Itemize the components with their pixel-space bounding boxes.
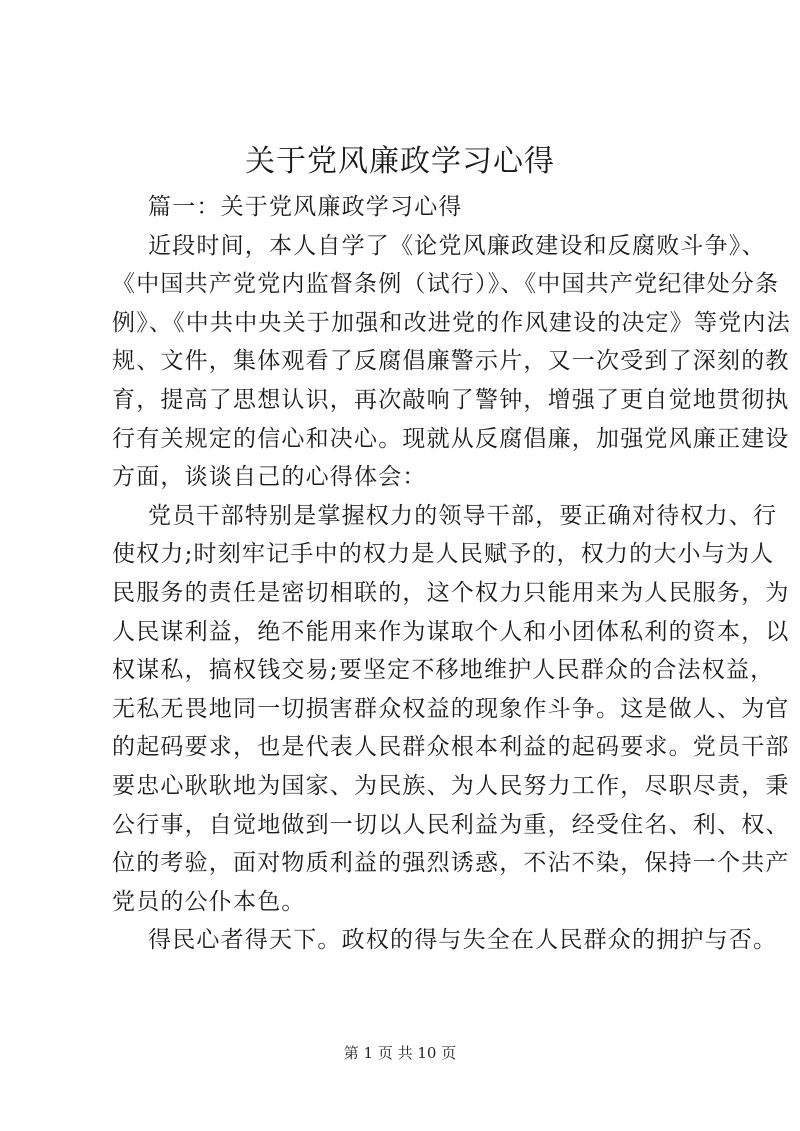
text-line-20: 得民心者得天下。政权的得与失全在人民群众的拥护与否。: [148, 927, 778, 954]
text-line-13: 权谋私，搞权钱交易;要坚定不移地维护人民群众的合法权益，: [112, 657, 775, 684]
text-line-3: 《中国共产党党内监督条例（试行）》、《中国共产党纪律处分条: [112, 271, 780, 298]
text-line-19: 党员的公仆本色。: [112, 888, 306, 915]
page-number-footer: 第 1 页 共 10 页: [343, 1044, 457, 1062]
text-line-1: 篇一：关于党风廉政学习心得: [148, 194, 463, 220]
text-line-15: 的起码要求，也是代表人民群众根本利益的起码要求。党员干部: [112, 734, 790, 761]
text-line-9: 党员干部特别是掌握权力的领导干部，要正确对待权力、行: [148, 502, 778, 529]
document-body: [112, 188, 791, 960]
text-line-7: 行有关规定的信心和决心。现就从反腐倡廉，加强党风廉正建设: [112, 425, 790, 452]
text-line-17: 公行事，自觉地做到一切以人民利益为重，经受住名、利、权、: [112, 811, 790, 838]
text-line-12: 人民谋利益，绝不能用来作为谋取个人和小团体私利的资本，以: [112, 618, 790, 645]
text-line-5: 规、文件，集体观看了反腐倡廉警示片，又一次受到了深刻的教: [112, 348, 790, 375]
text-line-11: 民服务的责任是密切相联的，这个权力只能用来为人民服务，为: [112, 579, 790, 606]
text-line-2: 近段时间，本人自学了《论党风廉政建设和反腐败斗争》、: [148, 232, 766, 259]
text-line-6: 育，提高了思想认识，再次敲响了警钟，增强了更自觉地贯彻执: [112, 386, 790, 413]
text-line-4: 例》、《中共中央关于加强和改进党的作风建设的决定》等党内法: [112, 309, 791, 336]
document-title: 关于党风廉政学习心得: [245, 144, 555, 179]
text-line-18: 位的考验，面对物质利益的强烈诱惑，不沾不染，保持一个共产: [112, 850, 790, 877]
text-line-8: 方面，谈谈自己的心得体会：: [112, 464, 427, 491]
text-line-14: 无私无畏地同一切损害群众权益的现象作斗争。这是做人、为官: [112, 695, 790, 722]
text-line-16: 要忠心耿耿地为国家、为民族、为人民努力工作，尽职尽责，秉: [112, 772, 790, 799]
text-line-10: 使权力;时刻牢记手中的权力是人民赋予的，权力的大小与为人: [112, 541, 775, 568]
